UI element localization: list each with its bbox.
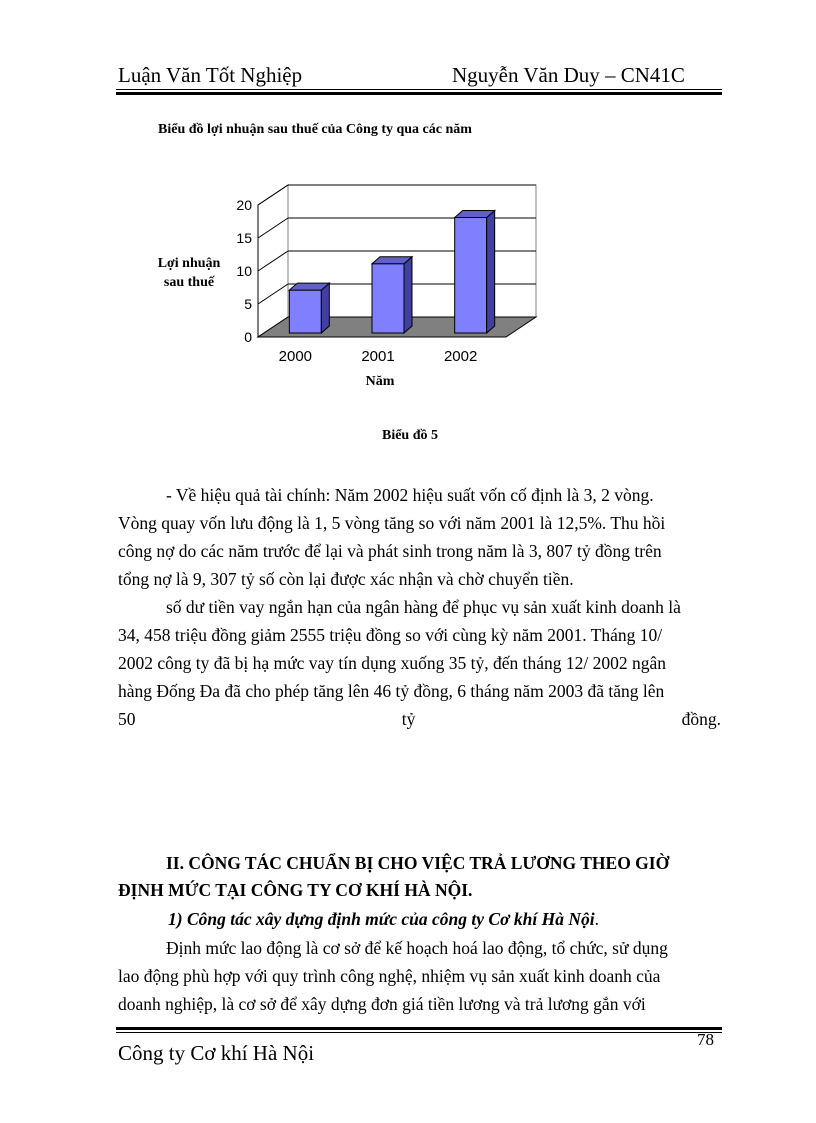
text-line: Vòng quay vốn lưu động là 1, 5 vòng tăng so với năm 2001 là 12,5%. Thu hồi — [118, 513, 666, 533]
subsection-heading: 1) Công tác xây dựng định mức của công ty Cơ khí Hà Nội. — [168, 909, 599, 929]
text-line: doanh nghiệp, là cơ sở để xây dựng đơn giá tiền lương và trả lương gắn với — [118, 994, 646, 1014]
text-line: tổng nợ là 9, 307 tỷ số còn lại được xác nhận và chờ chuyển tiền. — [118, 569, 574, 589]
y-tick-label: 10 — [236, 263, 252, 279]
header-rule-thick — [116, 92, 722, 95]
text-line: 34, 458 triệu đồng giảm 2555 triệu đồng so với cùng kỳ năm 2001. Tháng 10/ — [118, 625, 663, 645]
text-line: số dư tiền vay ngắn hạn của ngân hàng để phục vụ sản xuất kinh doanh là — [166, 597, 681, 617]
text-line: công nợ do các năm trước để lại và phát sinh trong năm là 3, 807 tỷ đồng trên — [118, 541, 662, 561]
text-line: 2002 công ty đã bị hạ mức vay tín dụng xuống 35 tỷ, đến tháng 12/ 2002 ngân — [118, 653, 667, 673]
text-line: - Về hiệu quả tài chính: Năm 2002 hiệu suất vốn cố định là 3, 2 vòng. — [166, 485, 654, 505]
section-heading — [118, 850, 721, 904]
footer-rule-thin — [116, 1032, 722, 1033]
bar-front — [289, 290, 321, 333]
text-line: lao động phù hợp với quy trình công nghệ, nhiệm vụ sản xuất kinh doanh của — [118, 966, 661, 986]
text-line: hàng Đống Đa đã cho phép tăng lên 46 tỷ đồng, 6 tháng năm 2003 đã tăng lên — [118, 681, 665, 701]
bar-side — [404, 257, 412, 333]
y-tick-label: 0 — [244, 329, 252, 345]
chart-ylabel — [148, 254, 230, 292]
header-title: Luận Văn Tốt Nghiệp — [118, 63, 303, 87]
text-line-last: 50 tỷ đồng. — [118, 709, 721, 729]
header-rule-thin — [116, 89, 722, 90]
x-tick-label: 2000 — [278, 348, 313, 365]
page-number: 78 — [697, 1030, 714, 1049]
bar — [289, 283, 329, 333]
paragraph-loans — [118, 593, 721, 733]
x-tick-label: 2002 — [443, 348, 478, 365]
y-tick-label: 20 — [236, 197, 252, 213]
chart-ylabel-line2: sau thuế — [163, 275, 215, 290]
bar-side — [321, 283, 329, 333]
bar-front — [372, 264, 404, 333]
footer-company: Công ty Cơ khí Hà Nội — [118, 1041, 315, 1065]
chart-title: Biểu đồ lợi nhuận sau thuế của Công ty qua các năm — [158, 122, 472, 137]
header-author: Nguyễn Văn Duy – CN41C — [452, 63, 685, 87]
section-heading-line1: II. CÔNG TÁC CHUẨN BỊ CHO VIỆC TRẢ LƯƠNG THEO GIỜ — [166, 853, 670, 873]
bar-side — [487, 211, 495, 334]
section-heading-line2: ĐỊNH MỨC TẠI CÔNG TY CƠ KHÍ HÀ NỘI. — [118, 880, 473, 900]
chart-caption: Biểu đồ 5 — [381, 428, 438, 443]
bar-front — [455, 218, 487, 334]
bar — [455, 211, 495, 334]
chart-xlabel: Năm — [365, 374, 395, 389]
paragraph-norms — [118, 934, 721, 1018]
paragraph-financial — [118, 481, 721, 593]
chart-ylabel-line1: Lợi nhuận — [157, 256, 221, 271]
bar-chart — [220, 175, 540, 375]
text-line: Định mức lao động là cơ sở để kế hoạch hoá lao động, tổ chức, sử dụng — [166, 938, 668, 958]
footer-rule-thick — [116, 1027, 722, 1030]
y-tick-label: 5 — [244, 296, 252, 312]
y-tick-label: 15 — [236, 230, 252, 246]
bar — [372, 257, 412, 333]
x-tick-label: 2001 — [361, 348, 395, 365]
